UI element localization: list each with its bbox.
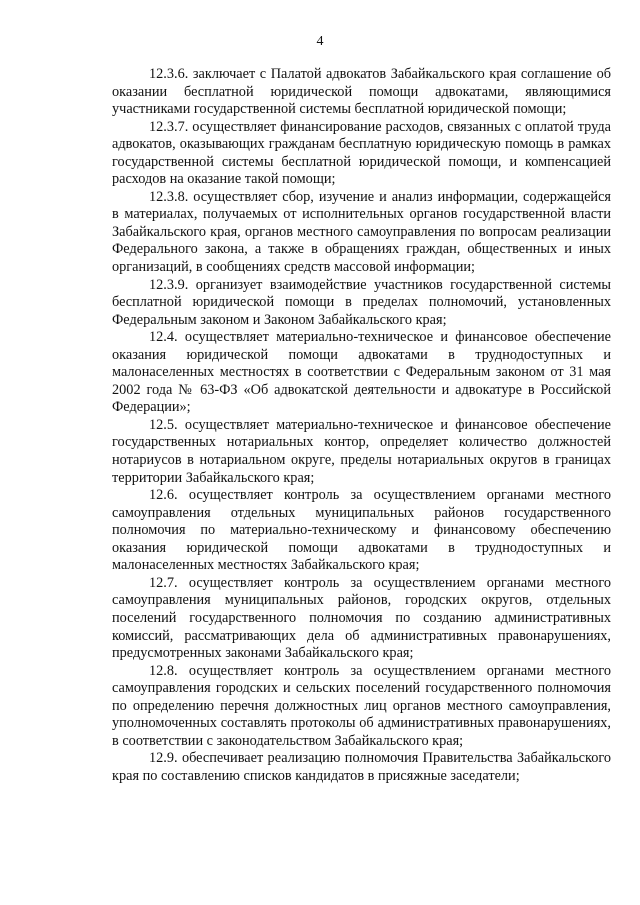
paragraph-12-3-8: 12.3.8. осуществляет сбор, изучение и анализ информации, содержащейся в материалах, получаемых от исполнительных органов государственной власти Забайкальского края, органов местного самоуправления по вопросам реализации Федерального закона, а также в обращениях граждан, общественных и иных организаций, в сообщениях средств массовой информации; (112, 188, 611, 276)
document-body (112, 66, 611, 785)
paragraph-12-9: 12.9. обеспечивает реализацию полномочия Правительства Забайкальского края по составлению списков кандидатов в присяжные заседатели; (112, 750, 611, 784)
page-number: 4 (316, 34, 324, 49)
paragraph-12-8: 12.8. осуществляет контроль за осуществлением органами местного самоуправления городских и сельских поселений государственного полномочия по определению перечня должностных лиц органов местного самоуправления, уполномоченных составлять протоколы об административных правонарушениях, в соответствии с законодательством Забайкальского края; (112, 662, 611, 749)
paragraph-12-3-7: 12.3.7. осуществляет финансирование расходов, связанных с оплатой труда адвокатов, оказывающих гражданам бесплатную юридическую помощь в рамках государственной системы бесплатной юридической помощи, и компенсацией расходов на оказание такой помощи; (112, 118, 611, 188)
paragraph-12-6: 12.6. осуществляет контроль за осуществлением органами местного самоуправления отдельных муниципальных районов государственного полномочия по материально-техническому и финансовому обеспечению оказания юридической помощи адвокатами в труднодоступных и малонаселенных местностях Забайкальского края; (112, 487, 611, 574)
paragraph-12-7: 12.7. осуществляет контроль за осуществлением органами местного самоуправления муниципальных районов, городских округов, отдельных поселений государственного полномочия по созданию административных комиссий, рассматривающих дела об административных правонарушениях, предусмотренных законами Забайкальского края; (112, 574, 611, 662)
paragraph-12-3-6: 12.3.6. заключает с Палатой адвокатов Забайкальского края соглашение об оказании бесплатной юридической помощи адвокатами, являющимися участниками государственной системы бесплатной юридической помощи; (112, 66, 611, 118)
paragraph-12-3-9: 12.3.9. организует взаимодействие участников государственной системы бесплатной юридической помощи в пределах полномочий, установленных Федеральным законом и Законом Забайкальского края; (112, 276, 611, 328)
paragraph-12-4: 12.4. осуществляет материально-техническое и финансовое обеспечение оказания юридической помощи адвокатами в труднодоступных и малонаселенных местностях в соответствии с Федеральным законом от 31 мая 2002 года № 63-ФЗ «Об адвокатской деятельности и адвокатуре в Российской Федерации»; (112, 329, 611, 416)
paragraph-12-5: 12.5. осуществляет материально-техническое и финансовое обеспечение государственных нотариальных контор, определяет количество должностей нотариусов в нотариальном округе, пределы нотариальных округов в границах территории Забайкальского края; (112, 416, 611, 486)
